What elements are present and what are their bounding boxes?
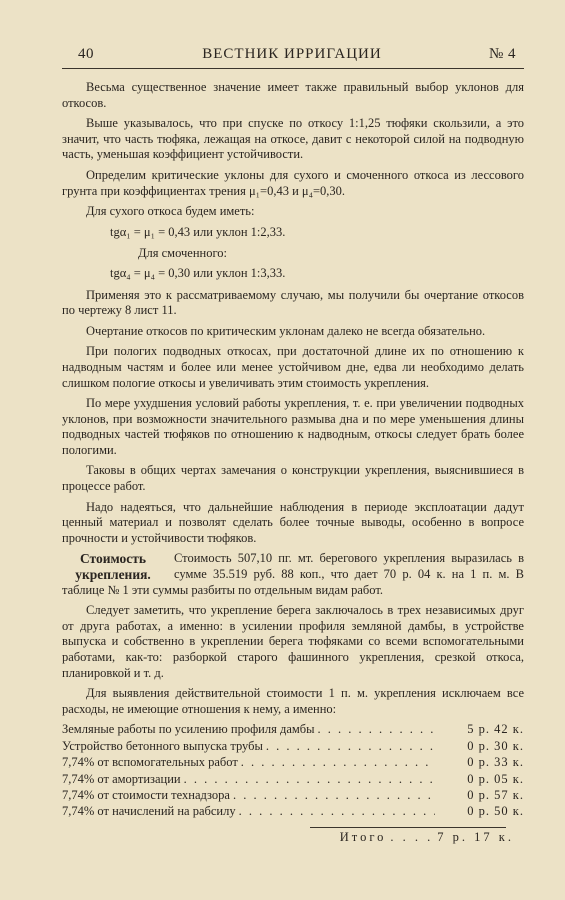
paragraph: Весьма существенное значение имеет также правильный выбор уклонов для откосов. [62, 80, 524, 110]
item-label: Земляные работы по усилению профиля дамбы [62, 722, 315, 737]
item-value: 0 р. 33 к. [467, 755, 524, 770]
paragraph: Для выявления действительной стоимости 1 п. м. укрепления исключаем все расходы, не имеющие отношения к нему, а именно: [62, 686, 524, 716]
formula-dry-slope: tgα₁ = μ₁ = 0,43 или уклон 1:2,33. [110, 224, 286, 239]
leader-dots [318, 722, 435, 738]
paragraph: Надо надеяться, что дальнейшие наблюдения в периоде эксплоатации дадут ценный материал и позволят сделать более точные выводы, особенно в вопросе прочности и устойчивости тюфяков. [62, 499, 524, 545]
page-number: 40 [78, 46, 94, 62]
paragraph: Применяя это к рассматриваемому случаю, мы получили бы очертание откосов по чертежу 8 лист 11. [62, 287, 524, 318]
paragraph: Очертание откосов по критическим уклонам далеко не всегда обязательно. [86, 323, 486, 338]
paragraph: По мере ухудшения условий работы укрепления, т. е. при увеличении подводных уклонов, при возможности значительного размыва дна и по мере уменьшения длины подводных частей тюфяков по отношению к надводным, откосы следует брать более пологими. [62, 396, 524, 457]
total-rule [310, 827, 506, 828]
leader-dots [233, 788, 435, 804]
leader-dots [239, 804, 435, 820]
total-label: Итого [339, 829, 387, 844]
article-body [62, 80, 524, 845]
list-item [62, 804, 524, 820]
journal-title: ВЕСТНИК ИРРИГАЦИИ [202, 46, 382, 62]
item-label: 7,74% от стоимости технадзора [62, 787, 230, 802]
header-rule [62, 68, 524, 69]
formula-wet-slope: tgα₄ = μ₄ = 0,30 или уклон 1:3,33. [110, 265, 286, 280]
item-label: 7,74% от амортизации [62, 771, 181, 786]
leader-dots [241, 755, 435, 771]
list-item [62, 739, 524, 755]
item-value: 5 р. 42 к. [467, 722, 524, 737]
paragraph: Выше указывалось, что при спуске по откосу 1:1,25 тюфяки скользили, а это значит, что часть тюфяка, лежащая на откосе, давит с некоторой силой на подводную часть, уменьшая коэффициент устойчивости. [62, 116, 524, 162]
leader-dots [266, 739, 435, 755]
item-label: 7,74% от вспомогательных работ [62, 755, 238, 770]
list-item [62, 755, 524, 771]
list-item [62, 788, 524, 804]
item-value: 0 р. 50 к. [467, 804, 524, 819]
issue-number: № 4 [488, 46, 516, 62]
running-header [62, 46, 522, 68]
list-item [62, 722, 524, 738]
cost-section [62, 551, 524, 598]
paragraph: При пологих подводных откосах, при достаточной длине их по отношению к надводным частям и более или менее устойчивом дне, едва ли необходимо делать слишком пологие откосы и увеличивать этим стоимость укрепления. [62, 344, 524, 390]
item-value: 0 р. 30 к. [467, 738, 524, 753]
paragraph: Стоимость 507,10 пг. мт. берегового укрепления выразилась в сумме 35.519 руб. 88 коп., что дает 70 р. 04 к. на 1 п. м. В таблице № 1 эти суммы разбиты по отдельным видам работ. [62, 551, 524, 597]
paragraph: Определим критические уклоны для сухого и смоченного откоса из лессового грунта при коэффициентах трения μ₁=0,43 и μ₄=0,30. [62, 167, 524, 198]
item-value: 0 р. 57 к. [467, 787, 524, 802]
total-row [62, 830, 524, 846]
item-label: 7,74% от начислений на рабсилу [62, 804, 236, 819]
paragraph: Таковы в общих чертах замечания о конструкции укрепления, выяснившиеся в процессе работ. [62, 463, 524, 494]
list-item [62, 772, 524, 788]
paragraph: Для сухого откоса будем иметь: [86, 204, 255, 219]
leader-dots [184, 772, 435, 788]
paragraph: Для смоченного: [138, 246, 228, 261]
item-label: Устройство бетонного выпуска трубы [62, 738, 263, 753]
side-heading: Стоимость укрепления. [75, 551, 151, 583]
paragraph: Следует заметить, что укрепление берега заключалось в трех независимых друг от друга работах, а именно: в усилении профиля земляной дамбы, в устройстве выпуска и собственно в укреплении берега тюфяками со всеми вспомогательными работами, как-то: разборкой старого фашинного укрепления, срезкой откоса, планировкой и т. д. [62, 603, 524, 680]
leader-dots: . . . . [390, 829, 434, 844]
total-value: 7 р. 17 к. [437, 829, 514, 844]
item-value: 0 р. 05 к. [467, 771, 524, 786]
cost-list [62, 722, 524, 820]
